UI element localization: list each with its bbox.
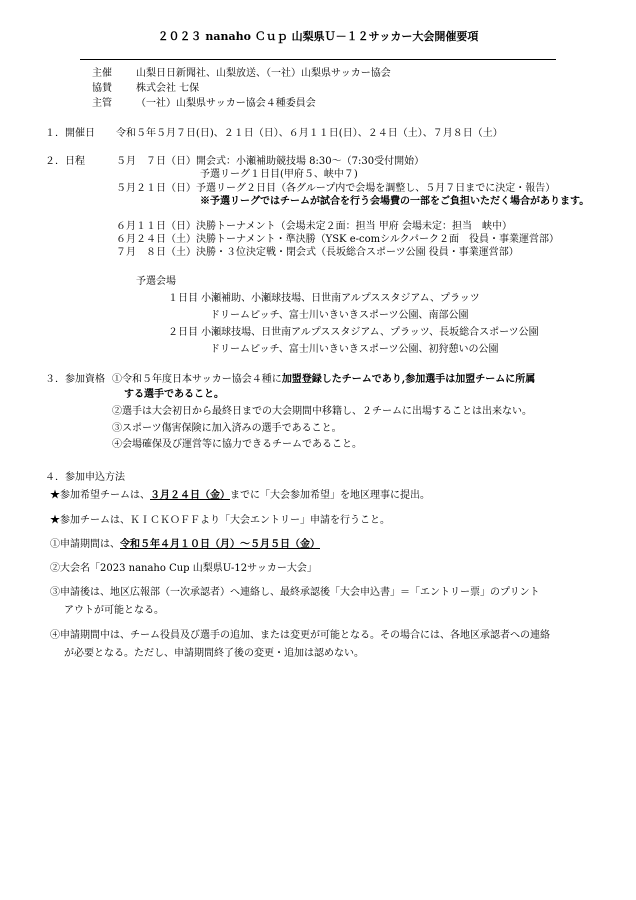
organizer-label: 主催 (92, 68, 112, 79)
application-item-cont: が必要となる。ただし、申請期間終了後の変更・追加は認めない。 (64, 648, 364, 659)
section1-heading: １．開催日 (45, 128, 95, 139)
deadline-date: ３月２４日（金） (150, 490, 230, 501)
eligibility-item: ③スポーツ傷害保険に加入済みの選手であること。 (112, 423, 342, 434)
document-title: ２０２３ nanaho Ｃｕｐ 山梨県Ｕ－１２サッカー大会開催要項 (157, 30, 479, 43)
section4-heading: ４．参加申込方法 (45, 472, 125, 483)
schedule-line: ５月 ７日（日）開会式：小瀬補助競技場 8:30～（7:30受付開始） (116, 156, 425, 167)
application-item: ④申請期間中は、チーム役員及び選手の追加、または変更が可能となる。その場合には、各地区承認者への連絡 (50, 630, 550, 641)
venue-line: ドリームピッチ、富士川いきいきスポーツ公園、初狩憩いの公園 (210, 344, 499, 355)
application-item (50, 539, 320, 551)
schedule-note: ※予選リーグではチームが試合を行う会場費の一部をご負担いただく場合があります。 (200, 196, 590, 207)
eligibility-emphasis: 加盟登録したチームであり,参加選手は加盟チームに所属 (281, 374, 536, 385)
eligibility-text: ①令和５年度日本サッカー協会４種に (112, 374, 282, 385)
venue-heading: 予選会場 (136, 276, 176, 287)
eligibility-emphasis-cont: する選手であること。 (124, 389, 224, 400)
sponsor-value: 株式会社 七保 (136, 83, 200, 94)
schedule-line: 予選リーグ１日目(甲府５、峡中７) (200, 169, 358, 180)
venue-line: ドリームピッチ、富士川いきいきスポーツ公園、南部公園 (210, 310, 469, 321)
application-item: ②大会名「2023 nanaho Cup 山梨県U-12サッカー大会」 (50, 563, 317, 574)
star-text: ★参加希望チームは、 (50, 490, 150, 501)
eligibility-item: ④会場確保及び運営等に協力できるチームであること。 (112, 439, 362, 450)
eligibility-item (112, 374, 535, 386)
schedule-line: ５月２１日（日）予選リーグ２日目（各グループ内で会場を調整し、５月７日までに決定・報告） (116, 183, 556, 194)
venue-line: ２日目 小瀬球技場、日世南アルプススタジアム、プラッツ、長坂総合スポーツ公園 (168, 327, 539, 338)
title-divider (80, 59, 556, 60)
schedule-line: ６月２４日（土）決勝トーナメント・準決勝（YSK e-comシルクパーク２面 役員・事業運営部） (116, 234, 560, 245)
organizer-value: 山梨日日新聞社、山梨放送、（一社）山梨県サッカー協会 (136, 68, 391, 79)
schedule-line: ７月 ８日（土）決勝・３位決定戦・閉会式（長坂総合スポーツ公園 役員・事業運営部） (116, 247, 519, 258)
manager-label: 主管 (92, 98, 112, 109)
application-star (50, 490, 430, 502)
application-period: 令和５年４月１０日（月）～５月５日（金） (120, 539, 320, 550)
section2-heading: ２．日程 (45, 156, 85, 167)
application-item: ③申請後は、地区広報部（一次承認者）へ連絡し、最終承認後「大会申込書」＝「エントリー票」のプリント (50, 587, 540, 598)
venue-line: １日目 小瀬補助、小瀬球技場、日世南アルプススタジアム、プラッツ (168, 293, 480, 304)
schedule-line: ６月１１日（日）決勝トーナメント（会場未定２面：担当 甲府 会場未定：担当 峡中） (116, 221, 512, 232)
manager-value: （一社）山梨県サッカー協会４種委員会 (136, 98, 316, 109)
section3-heading: ３．参加資格 (45, 374, 105, 385)
item-text: ①申請期間は、 (50, 539, 120, 550)
event-dates: 令和５年５月７日(日)、２１日（日）、６月１１日(日）、２４日（土）、７月８日（土） (116, 128, 503, 139)
application-item-cont: アウトが可能となる。 (64, 605, 164, 616)
application-star: ★参加チームは、ＫＩＣＫＯＦＦより「大会エントリー」申請を行うこと。 (50, 515, 390, 526)
star-text: までに「大会参加希望」を地区理事に提出。 (230, 490, 430, 501)
sponsor-label: 協賛 (92, 83, 112, 94)
eligibility-item: ②選手は大会初日から最終日までの大会期間中移籍し、２チームに出場することは出来ない。 (112, 406, 532, 417)
